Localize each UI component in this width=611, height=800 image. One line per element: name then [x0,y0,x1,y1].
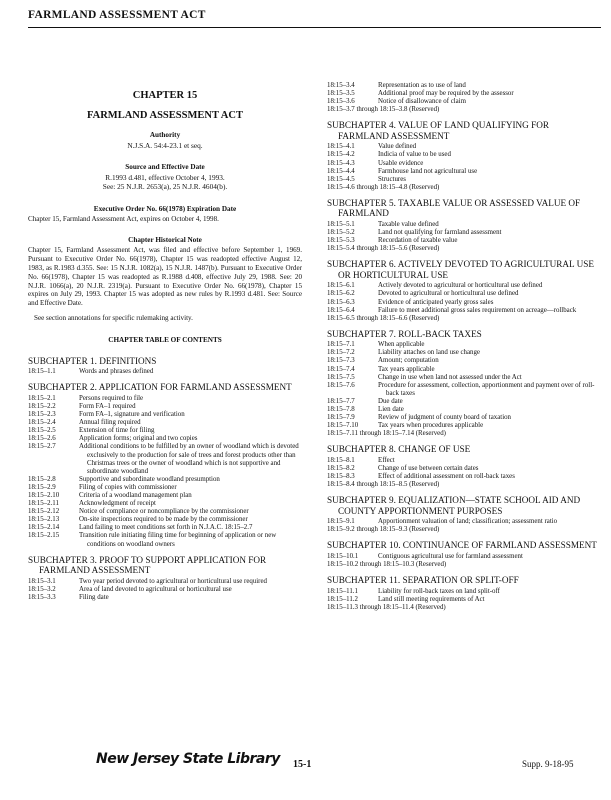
section-title: Tax years applicable [378,365,435,373]
section-number: 18:15–2.11 [28,500,59,508]
section-number: 18:15–2.15 [28,532,60,540]
section-number: 18:15–2.4 [28,419,56,427]
toc-entry [28,419,302,427]
toc-entry [28,492,302,500]
toc-entry [327,349,597,357]
section-number: 18:15–5.3 [327,237,355,245]
section-number: 18:15–7.3 [327,357,355,365]
section-number: 18:15–7.10 [327,422,359,430]
toc-entry [327,307,597,315]
section-number: 18:15–4.5 [327,175,355,183]
header-rule [28,27,601,28]
section-number: 18:15–4.1 [327,143,355,151]
section-title: Form FA–1, signature and verification [79,411,185,419]
section-number: 18:15–2.14 [28,524,60,532]
section-number: 18:15–2.5 [28,427,56,435]
section-title: Land failing to meet conditions set forth in N.J.A.C. 18:15–2.7 [79,524,253,532]
toc-entry [327,414,597,422]
section-title: Review of judgment of county board of taxation [378,414,511,422]
section-title: Additional conditions to be fulfilled by an owner of woodland which is devoted exclusively to the production for sale of trees and forest products other than Christmas trees or the owner of woodland which is not supportive and subordinate woodland [79,443,299,475]
section-title: Usable evidence [378,159,424,167]
section-number: 18:15–11.1 [327,587,358,595]
section-title: Failure to meet additional gross sales requirement on acreage—rollback [378,306,577,314]
section-title: Change of use between certain dates [378,465,479,472]
history-text: Chapter 15, Farmland Assessment Act, was filed and effective before September 1, 1969. Pursuant to Executive Order No. 66(1978), Chapter 15 was readopted effective August 12, 1983, as R.1983 d.355. See: 15 N.J.R. 1082(a), 15 N.J.R. 1487(b). Pursuant to Executive Order No. 66(1978), Chapter 15 was readopted as R.1988 d.408, effective July 29, 1988. See: 20 N.J.R. 1066(a), 20 N.J.R. 2319(a). Pursuant to Executive Order No. 66(1978), Chapter 15 expires on July 29, 1993. Chapter 15 was adopted as new rules by R.1993 d.481. See: Source and Effective Date. [28,246,302,308]
section-title: Land still meeting requirements of Act [378,595,485,603]
section-title: Acknowledgment of receipt [79,500,156,508]
left-toc [28,356,302,602]
toc-entry [28,578,302,586]
section-title: Transition rule initiating filing time for beginning of application or new conditions on woodland owners [79,532,277,548]
toc-entry [327,237,597,245]
toc-entry [327,382,597,398]
toc-entry [327,518,597,526]
section-title: Amount; computation [378,357,439,365]
right-column [327,82,597,612]
section-number: 18:15–3.6 [327,98,355,106]
chapter-number: CHAPTER 15 [132,90,198,101]
section-title: Land not qualifying for farmland assessment [378,229,502,237]
section-number: 18:15–3.4 [327,82,355,89]
toc-entry [327,374,597,382]
toc-reserved-range [327,526,597,534]
subchapter-heading: SUBCHAPTER 10. CONTINUANCE OF FARMLAND ASSESSMENT [327,540,597,551]
section-title: Tax years when procedures applicable [378,422,484,430]
section-title: Taxable value defined [378,220,439,228]
section-title: Indicia of value to be used [378,151,451,159]
toc-entry [327,341,597,349]
toc-entry [28,368,302,376]
section-title: Actively devoted to agricultural or horticultural use defined [378,282,543,290]
section-title: Liability attaches on land use change [378,349,480,357]
section-title: Two year period devoted to agricultural or horticultural use required [79,577,267,585]
section-number: 18:15–8.3 [327,473,355,481]
section-number: 18:15–6.3 [327,298,355,306]
toc-entry [28,524,302,532]
toc-reserved-range [327,106,597,114]
section-title: Effect of additional assessment on roll-back taxes [378,473,515,481]
section-number: 18:15–3.2 [28,585,56,593]
section-title: Application forms; original and two copies [79,435,198,443]
toc-entry [327,299,597,307]
section-number: 18:15–6.2 [327,290,355,298]
toc-entry [327,90,597,98]
toc-entry [327,398,597,406]
toc-entry [28,594,302,602]
toc-entry [28,403,302,411]
supplement-date: Supp. 9-18-95 [522,759,574,769]
expiration-text: Chapter 15, Farmland Assessment Act, expires on October 4, 1998. [28,214,219,223]
library-stamp: New Jersey State Library [96,751,280,767]
section-title: Due date [378,397,403,405]
section-title: Devoted to agricultural or horticultural use defined [378,290,519,298]
history-heading: Chapter Historical Note [128,236,202,245]
section-title: Notice of disallowance of claim [378,98,467,106]
source-line: R.1993 d.481, effective October 4, 1993. [105,173,225,183]
toc-entry [28,411,302,419]
toc-entry [28,395,302,403]
toc-reserved-range [327,430,597,438]
section-title: Form FA–1 required [79,402,136,410]
authority-heading: Authority [149,131,181,139]
section-number: 18:15–2.3 [28,411,56,419]
section-title: When applicable [378,341,425,349]
section-title: Area of land devoted to agricultural or horticultural use [79,585,232,593]
toc-entry [28,508,302,516]
section-title: Representation as to use of land [378,82,466,89]
subchapter-heading: SUBCHAPTER 2. APPLICATION FOR FARMLAND ASSESSMENT [28,382,292,393]
section-number: 18:15–4.2 [327,151,355,159]
toc-entry [28,476,302,484]
toc-heading: CHAPTER TABLE OF CONTENTS [108,335,222,344]
subchapter-heading: SUBCHAPTER 5. TAXABLE VALUE OR ASSESSED VALUE OF FARMLAND [327,197,581,219]
section-number: 18:15–3.3 [28,593,56,601]
toc-entry [327,168,597,176]
toc-entry [327,422,597,430]
section-number: 18:15–2.2 [28,402,56,410]
toc-entry [327,221,597,229]
subchapter-heading: SUBCHAPTER 7. ROLL-BACK TAXES [327,328,482,339]
section-number: 18:15–3.5 [327,90,355,98]
toc-entry [28,516,302,524]
section-number: 18:15–2.12 [28,508,60,516]
toc-reserved-range [327,604,597,612]
section-number: 18:15–7.5 [327,373,355,381]
section-number: 18:15–7.1 [327,341,355,349]
toc-reserved-range [327,315,597,323]
toc-entry [327,457,597,465]
subchapter-heading: SUBCHAPTER 6. ACTIVELY DEVOTED TO AGRICULTURAL USE OR HORTICULTURAL USE [327,259,594,280]
subchapter-heading: SUBCHAPTER 4. VALUE OF LAND QUALIFYING FOR FARMLAND ASSESSMENT [327,120,549,141]
toc-entry [327,160,597,168]
toc-entry [327,290,597,298]
section-number: 18:15–5.2 [327,229,355,237]
toc-range-text: 18:15–3.7 through 18:15–3.8 (Reserved) [327,106,440,114]
section-number: 18:15–7.4 [327,365,355,373]
section-number: 18:15–2.7 [28,443,56,451]
section-number: 18:15–6.4 [327,306,355,314]
toc-reserved-range [327,184,597,192]
section-number: 18:15–2.13 [28,516,60,524]
toc-entry [327,473,597,481]
toc-entry [28,435,302,443]
right-toc-continued [327,82,597,114]
toc-reserved-range [327,245,597,253]
section-number: 18:15–7.2 [327,349,355,357]
section-number: 18:15–2.6 [28,435,56,443]
section-title: Effect [378,456,395,464]
toc-entry [327,553,597,561]
toc-entry [28,427,302,435]
subchapter-heading: SUBCHAPTER 8. CHANGE OF USE [327,444,471,455]
section-number: 18:15–11.2 [327,595,358,603]
source-heading: Source and Effective Date [125,163,205,172]
toc-range-text: 18:15–10.2 through 18:15–10.3 (Reserved) [327,561,447,569]
section-number: 18:15–7.7 [327,397,355,405]
section-title: Contiguous agricultural use for farmland assessment [378,552,523,560]
toc-entry [327,282,597,290]
section-title: Lien date [378,406,404,414]
section-title: Procedure for assessment, collection, apportionment and payment over of roll-back taxes [378,381,595,397]
subchapter-heading: SUBCHAPTER 11. SEPARATION OR SPLIT-OFF [327,575,519,586]
authority-text: N.J.S.A. 54:4-23.1 et seq. [127,141,203,150]
section-title: Supportive and subordinate woodland presumption [79,475,220,483]
section-number: 18:15–5.1 [327,220,355,228]
section-title: Apportionment valuation of land; classification; assessment ratio [378,518,558,526]
right-toc [327,120,597,612]
toc-entry [327,406,597,414]
toc-entry [327,151,597,159]
section-title: Value defined [378,143,417,151]
chapter-title: FARMLAND ASSESSMENT ACT [87,110,243,121]
section-title: Notice of compliance or noncompliance by the commissioner [79,508,249,516]
toc-range-text: 18:15–6.5 through 18:15–6.6 (Reserved) [327,314,440,322]
section-number: 18:15–9.1 [327,518,355,526]
expiration-heading: Executive Order No. 66(1978) Expiration Date [93,204,237,213]
toc-range-text: 18:15–11.3 through 18:15–11.4 (Reserved) [327,603,446,611]
toc-entry [327,596,597,604]
running-header: FARMLAND ASSESSMENT ACT [28,9,206,21]
section-number: 18:15–8.2 [327,465,355,472]
section-title: Evidence of anticipated yearly gross sales [378,298,494,306]
section-number: 18:15–6.1 [327,282,355,290]
toc-entry [327,176,597,184]
toc-entry [327,588,597,596]
annotations-note: See section annotations for specific rulemaking activity. [34,313,193,322]
toc-entry [327,98,597,106]
section-title: Filing of copies with commissioner [79,483,177,491]
section-title: Structures [378,175,406,183]
section-title: Liability for roll-back taxes on land split-off [378,587,500,595]
toc-entry [327,366,597,374]
toc-entry [28,443,302,475]
toc-range-text: 18:15–8.4 through 18:15–8.5 (Reserved) [327,481,440,489]
section-number: 18:15–2.10 [28,492,60,499]
toc-entry [327,229,597,237]
toc-entry [327,143,597,151]
section-number: 18:15–4.4 [327,167,355,175]
subchapter-heading: SUBCHAPTER 3. PROOF TO SUPPORT APPLICATION FOR FARMLAND ASSESSMENT [28,554,267,576]
section-title: Extension of time for filing [79,427,155,435]
toc-entry [28,484,302,492]
toc-range-text: 18:15–5.4 through 18:15–5.6 (Reserved) [327,245,440,253]
section-number: 18:15–2.8 [28,475,56,483]
toc-reserved-range [327,561,597,569]
section-title: Recordation of taxable value [378,237,458,245]
section-number: 18:15–10.1 [327,552,359,560]
subchapter-heading: SUBCHAPTER 9. EQUALIZATION—STATE SCHOOL AID AND COUNTY APPORTIONMENT PURPOSES [327,495,581,516]
toc-entry [28,586,302,594]
section-title: Persons required to file [79,394,144,402]
toc-range-text: 18:15–7.11 through 18:15–7.14 (Reserved) [327,430,446,438]
source-line: See: 25 N.J.R. 2653(a), 25 N.J.R. 4604(b). [102,182,228,192]
section-title: Additional proof may be required by the assessor [378,90,514,98]
left-column [28,90,302,602]
section-title: Words and phrases defined [79,368,154,376]
subchapter-heading: SUBCHAPTER 1. DEFINITIONS [28,355,157,366]
section-number: 18:15–7.6 [327,381,355,389]
section-number: 18:15–2.1 [28,394,56,402]
toc-entry [327,82,597,90]
section-title: On-site inspections required to be made by the commissioner [79,516,248,524]
toc-reserved-range [327,481,597,489]
page-number: 15-1 [293,759,312,770]
section-number: 18:15–3.1 [28,577,56,585]
section-title: Farmhouse land not agricultural use [378,167,478,175]
section-number: 18:15–2.9 [28,483,56,491]
toc-range-text: 18:15–9.2 through 18:15–9.3 (Reserved) [327,526,440,534]
section-number: 18:15–7.8 [327,406,355,414]
toc-entry [28,500,302,508]
section-title: Change in use when land not assessed under the Act [378,373,522,381]
toc-entry [327,357,597,365]
section-number: 18:15–4.3 [327,159,355,167]
section-title: Filing date [79,593,109,601]
section-title: Annual filing required [79,419,141,427]
toc-range-text: 18:15–4.6 through 18:15–4.8 (Reserved) [327,183,440,191]
toc-entry [28,532,302,548]
section-number: 18:15–7.9 [327,414,355,422]
toc-entry [327,465,597,473]
section-title: Criteria of a woodland management plan [79,492,192,499]
section-number: 18:15–8.1 [327,456,355,464]
section-number: 18:15–1.1 [28,368,56,376]
